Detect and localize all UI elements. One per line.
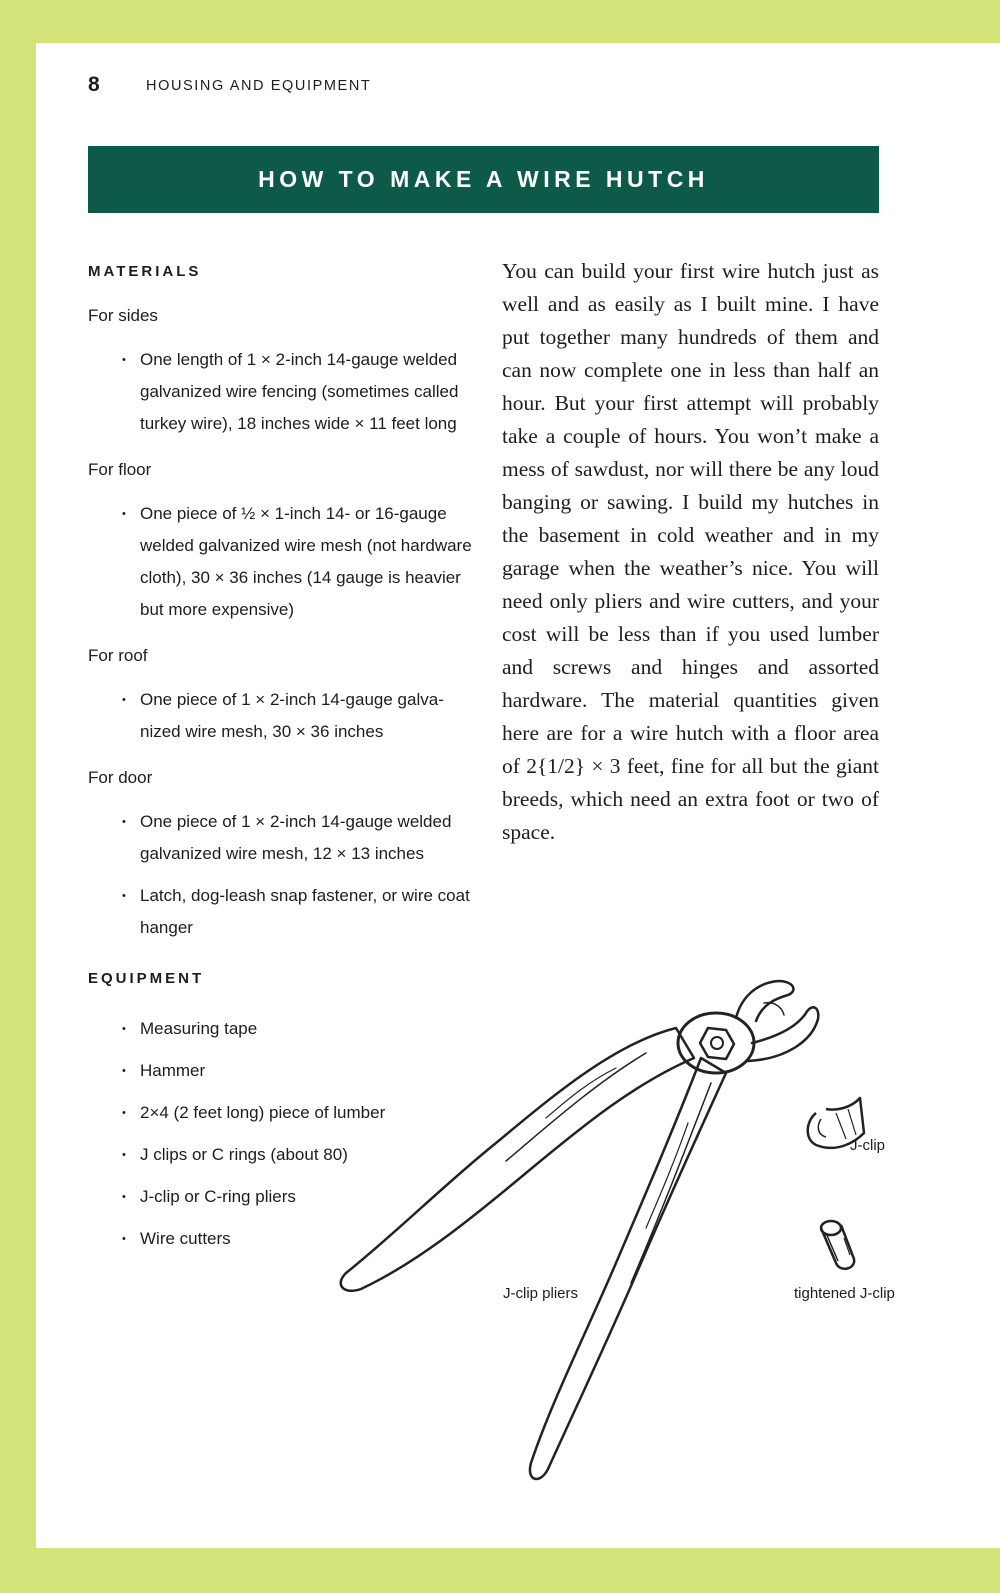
- banner-title: HOW TO MAKE A WIRE HUTCH: [258, 166, 709, 192]
- materials-group-floor: [88, 460, 478, 626]
- page-number: 8: [88, 73, 101, 96]
- group-title: For door: [88, 768, 153, 787]
- pliers-drawing: [316, 933, 896, 1493]
- materials-heading: MATERIALS: [88, 263, 202, 280]
- list-item: • Wire cutters: [88, 1223, 478, 1255]
- group-title: For sides: [88, 306, 158, 325]
- group-title: For roof: [88, 646, 148, 665]
- list-item: • J clips or C rings (about 80): [88, 1139, 478, 1171]
- list-item: • Hammer: [88, 1055, 478, 1087]
- section-banner: [88, 146, 879, 213]
- materials-group-door: [88, 768, 478, 944]
- label-jclip: J-clip: [850, 1137, 886, 1154]
- equipment-heading: EQUIPMENT: [88, 970, 205, 987]
- list-item: • One piece of 1 × 2-inch 14-gauge galvanized wire mesh, 30 × 36 inches: [88, 684, 478, 748]
- list-item: • One piece of ½ × 1-inch 14- or 16-gauge welded galvanized wire mesh (not hardware cloth), 30 × 36 inches (14 gauge is heavier but more expensive): [88, 498, 478, 626]
- group-title: For floor: [88, 460, 152, 479]
- label-jclip-pliers: J-clip pliers: [503, 1285, 579, 1302]
- pliers-illustration: [316, 933, 896, 1493]
- book-page: [36, 43, 1000, 1548]
- materials-group-sides: [88, 306, 478, 440]
- intro-paragraph: You can build your first wire hutch just as well and as easily as I built mine. I have put together many hundreds of them and can now complete one in less than half an hour. But your first attempt will probably take a couple of hours. You won’t make a mess of sawdust, nor will there be any loud banging or sawing. I build my hutches in the basement in cold weather and in my garage when the weather’s nice. You will need only pliers and wire cutters, and your cost will be less than if you used lumber and screws and hinges and assorted hardware. The material quantities given here are for a wire hutch with a floor area of 2{1/2} × 3 feet, fine for all but the giant breeds, which need an extra foot or two of space.: [502, 259, 879, 844]
- list-item: • 2×4 (2 feet long) piece of lumber: [88, 1097, 478, 1129]
- list-item: • One piece of 1 × 2-inch 14-gauge welded galvanized wire mesh, 12 × 13 inches: [88, 806, 478, 870]
- list-item: • J-clip or C-ring pliers: [88, 1181, 478, 1213]
- label-tightened-jclip: tightened J-clip: [794, 1285, 895, 1302]
- list-item: • Measuring tape: [88, 1013, 478, 1045]
- materials-group-roof: [88, 646, 478, 748]
- list-item: • Latch, dog-leash snap fastener, or wire coat hanger: [88, 880, 478, 944]
- list-item: • One length of 1 × 2-inch 14-gauge welded galvanized wire fencing (sometimes called turkey wire), 18 inches wide × 11 feet long: [88, 344, 478, 440]
- running-head: HOUSING AND EQUIPMENT: [146, 78, 372, 94]
